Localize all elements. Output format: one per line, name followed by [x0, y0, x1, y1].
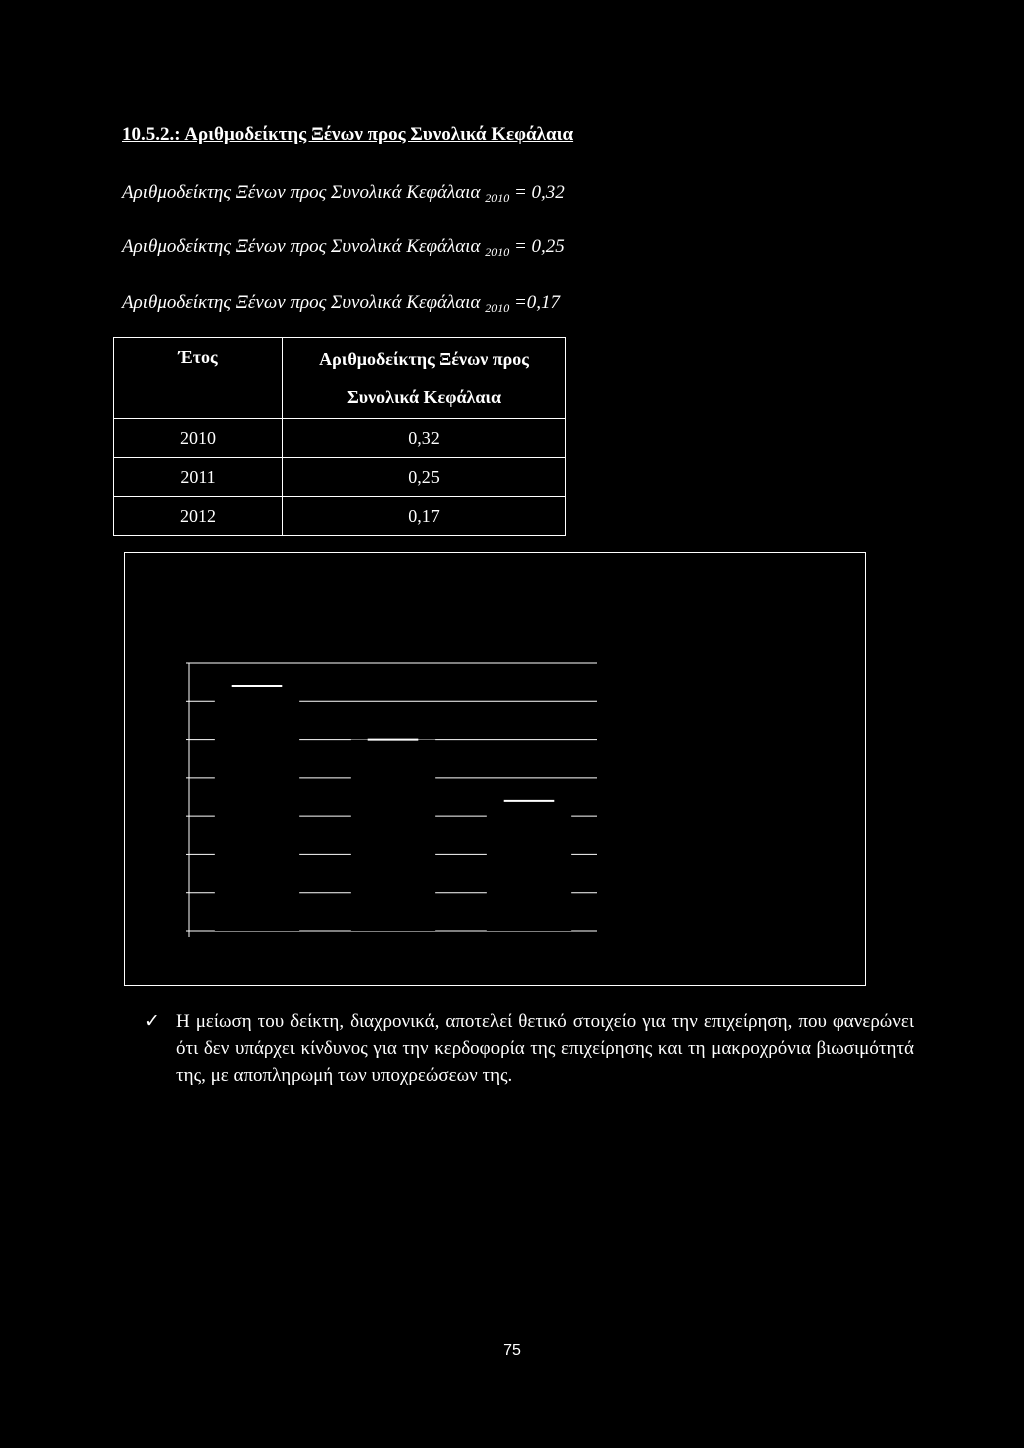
- table-header-ratio: Αριθμοδείκτης Ξένων προς Συνολικά Κεφάλαια: [283, 338, 566, 419]
- table-cell-year: 2012: [114, 497, 283, 536]
- formula-line-3: [122, 292, 560, 314]
- ratio-table: [113, 337, 566, 536]
- checkmark-icon: ✓: [144, 1011, 160, 1032]
- ratio-chart: [125, 553, 867, 987]
- table-cell-value: 0,25: [283, 458, 566, 497]
- formula-label: Αριθμοδείκτης Ξένων προς Συνολικά Κεφάλαια: [122, 236, 481, 257]
- formula-label: Αριθμοδείκτης Ξένων προς Συνολικά Κεφάλαια: [122, 182, 481, 203]
- table-header-row: [114, 338, 566, 419]
- table-header-year: Έτος: [114, 338, 283, 419]
- chart-bar-2012: [487, 801, 571, 931]
- formula-line-2: [122, 236, 565, 258]
- formula-year: 2010: [485, 191, 510, 205]
- page-number: 75: [503, 1342, 521, 1359]
- section-heading: 10.5.2.: Αριθμοδείκτης Ξένων προς Συνολικά Κεφάλαια: [122, 124, 574, 145]
- table-cell-year: 2011: [114, 458, 283, 497]
- table-cell-value: 0,17: [283, 497, 566, 536]
- chart-bar-2011: [351, 740, 435, 931]
- table-cell-year: 2010: [114, 419, 283, 458]
- conclusion-text: Η μείωση του δείκτη, διαχρονικά, αποτελεί θετικό στοιχείο για την επιχείρηση, που φανερώνει ότι δεν υπάρχει κίνδυνος για την κερδοφορία της επιχείρησης και τη μακροχρόνια βιωσιμότητά της, με αποπληρωμή των υποχρεώσεων της.: [176, 1011, 914, 1086]
- formula-label: Αριθμοδείκτης Ξένων προς Συνολικά Κεφάλαια: [122, 292, 481, 313]
- chart-bar-2010: [215, 686, 299, 931]
- formula-value: = 0,32: [513, 182, 565, 203]
- formula-line-1: [122, 182, 565, 204]
- conclusion-paragraph: [144, 1008, 914, 1089]
- table-row: [114, 458, 566, 497]
- formula-year: 2010: [485, 301, 510, 315]
- table-row: [114, 419, 566, 458]
- formula-value: = 0,25: [513, 236, 565, 257]
- chart-frame: [124, 552, 866, 986]
- formula-year: 2010: [485, 245, 510, 259]
- formula-value: =0,17: [513, 292, 561, 313]
- table-cell-value: 0,32: [283, 419, 566, 458]
- table-row: [114, 497, 566, 536]
